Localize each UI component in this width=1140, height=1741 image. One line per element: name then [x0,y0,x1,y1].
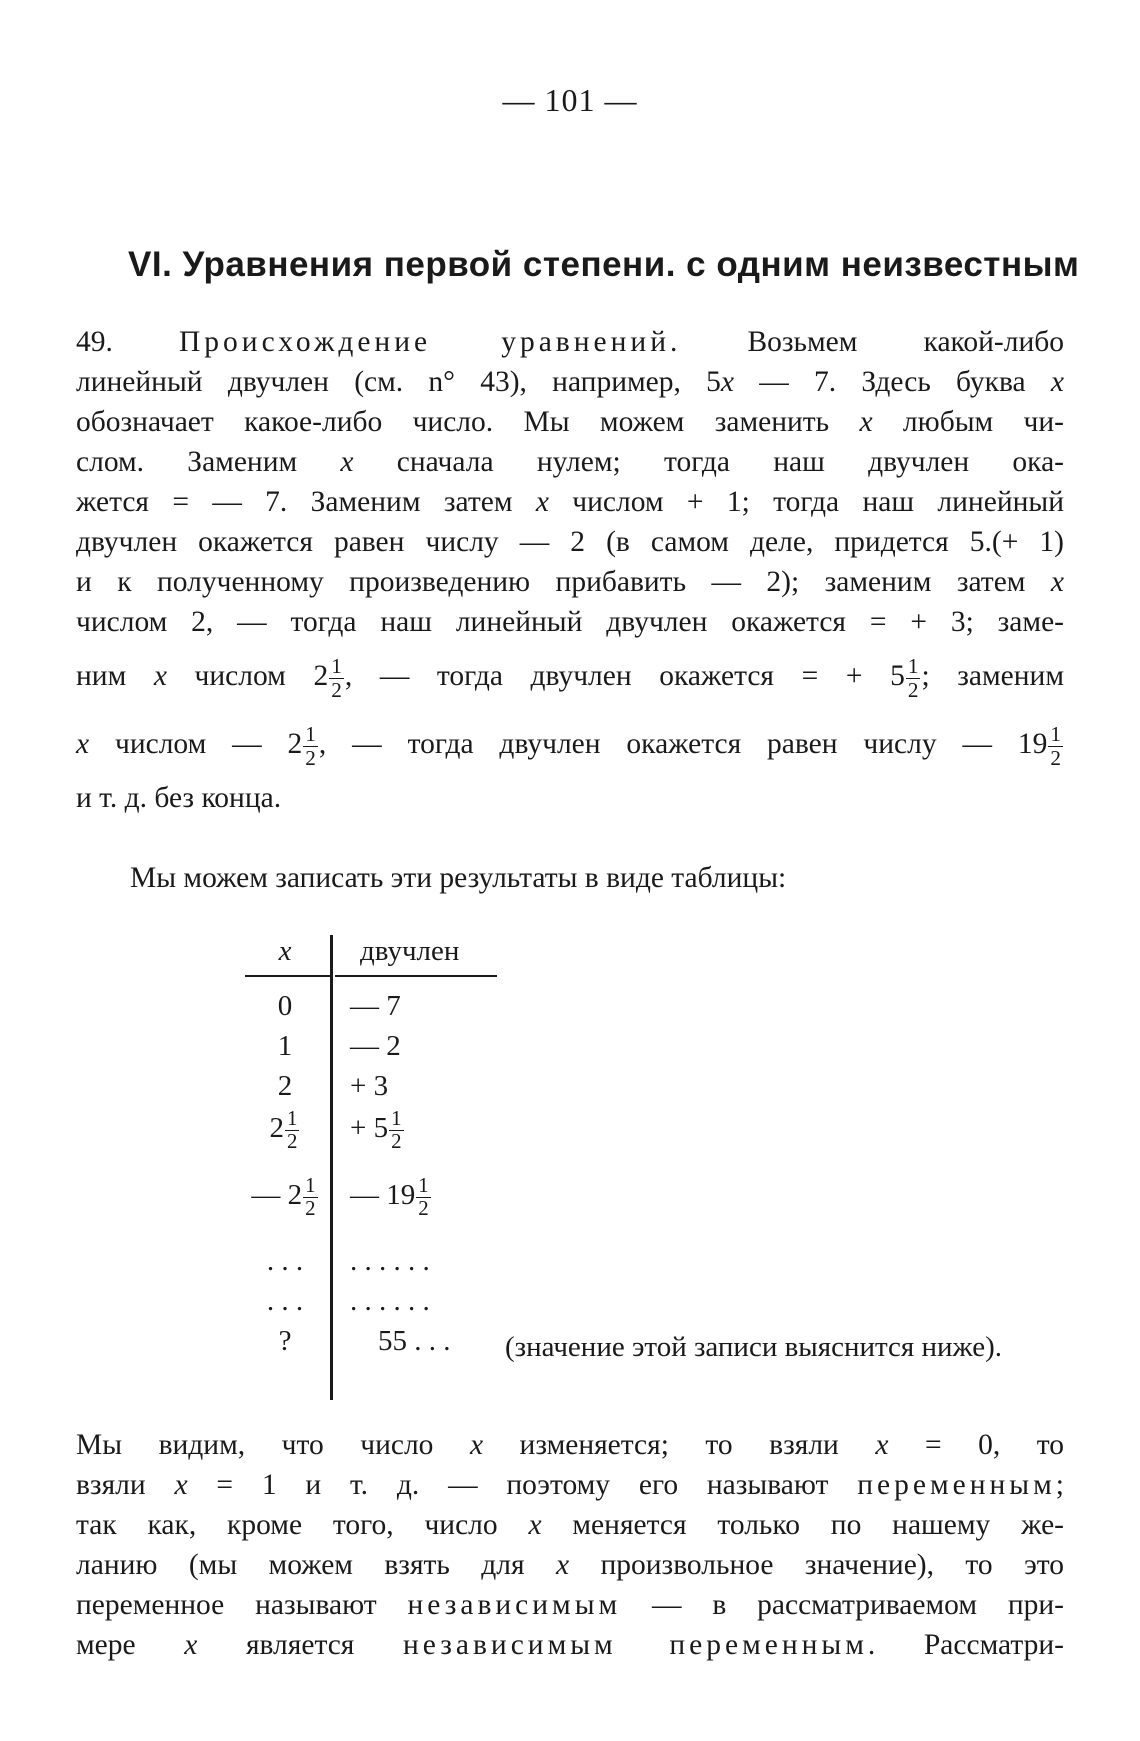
table-note: (значение этой записи выяснится ниже). [505,1331,1002,1363]
table-cell-x: . . . [266,1285,304,1317]
table-cell-x: — 2 $\frac{1}{2}$ [251,1173,316,1220]
fraction-one-half: $\frac{1}{2}$ [305,1173,316,1220]
text-line: жется = — 7. Заменим затем x числом + 1; тогда наш линейный [76,486,1064,518]
table-cell-x: 2 $\frac{1}{2}$ [269,1106,298,1153]
fraction-one-half: $\frac{1}{2}$ [1050,722,1061,770]
fraction-one-half: $\frac{1}{2}$ [287,1106,298,1153]
text-line: взяли x = 1 и т. д. — поэтому его называют переменным; [76,1469,1064,1501]
table-cell-binomial: 55 . . . [378,1325,451,1357]
text-line: переменное называют независимым — в рассматриваемом при- [76,1589,1064,1621]
text-line: Мы видим, что число x изменяется; то взяли x = 0, то [76,1429,1064,1461]
text-line: слом. Заменим x сначала нулем; тогда наш двучлен ока- [76,446,1064,478]
text-line: числом 2, — тогда наш линейный двучлен окажется = + 3; заме- [76,606,1064,638]
fraction-one-half: $\frac{1}{2}$ [907,654,919,702]
table-cell-binomial: . . . . . . [350,1285,430,1317]
table-cell-binomial: — 19 $\frac{1}{2}$ [350,1173,429,1220]
text-line: так как, кроме того, число x меняется только по нашему же- [76,1509,1064,1541]
table-header-rule [335,975,497,977]
fraction-one-half: $\frac{1}{2}$ [305,722,316,770]
text-line: x числом — 2 $\frac{1}{2}$ , — тогда двучлен окажется равен числу — 19 $\frac{1}{2}$ [76,722,1061,770]
fraction-one-half: $\frac{1}{2}$ [331,654,342,702]
table-cell-x: 2 [277,1070,293,1102]
table-header-x: x [278,935,292,967]
table-vertical-rule [330,935,333,1400]
text-line: линейный двучлен (см. n° 43), например, 5x — 7. Здесь буква x [76,366,1064,398]
table-header-binomial: двучлен [360,935,460,967]
table-cell-x: 0 [277,990,293,1022]
table-cell-x: ? [278,1325,292,1357]
fraction-one-half: $\frac{1}{2}$ [391,1106,402,1153]
text-line: ним x числом 2 $\frac{1}{2}$ , — тогда двучлен окажется = + 5 $\frac{1}{2}$ ; заменим [76,654,1065,702]
text-line: и к полученному произведению прибавить — 2); заменим затем x [76,566,1064,598]
text-line: мере x является независимым переменным. Рассматри- [76,1629,1064,1661]
table-cell-binomial: + 3 [350,1070,389,1102]
paragraph-variables [76,1425,1064,1665]
text-line: обозначает какое-либо число. Мы можем заменить x любым чи- [76,406,1064,438]
table-cell-x: 1 [277,1030,293,1062]
chapter-title: VI. Уравнения первой степени. с одним неизвестным [128,245,1080,284]
table-cell-binomial: + 5 $\frac{1}{2}$ [350,1106,402,1153]
table-intro: Мы можем записать эти результаты в виде таблицы: [130,862,787,894]
page-number: — 101 — [502,82,638,118]
table-cell-binomial: . . . . . . [350,1245,430,1277]
table-cell-binomial: — 7 [350,990,401,1022]
table-cell-binomial: — 2 [350,1030,401,1062]
fraction-one-half: $\frac{1}{2}$ [418,1173,429,1220]
table-cell-x: . . . [266,1245,304,1277]
table-header-rule [245,975,330,977]
text-line: 49. Происхождение уравнений. Возьмем какой-либо [76,326,1065,358]
section-49-paragraph [76,322,1064,818]
text-line: ланию (мы можем взять для x произвольное значение), то это [76,1549,1064,1581]
text-line: и т. д. без конца. [76,782,282,814]
text-line: двучлен окажется равен числу — 2 (в самом деле, придется 5.(+ 1) [76,526,1064,558]
